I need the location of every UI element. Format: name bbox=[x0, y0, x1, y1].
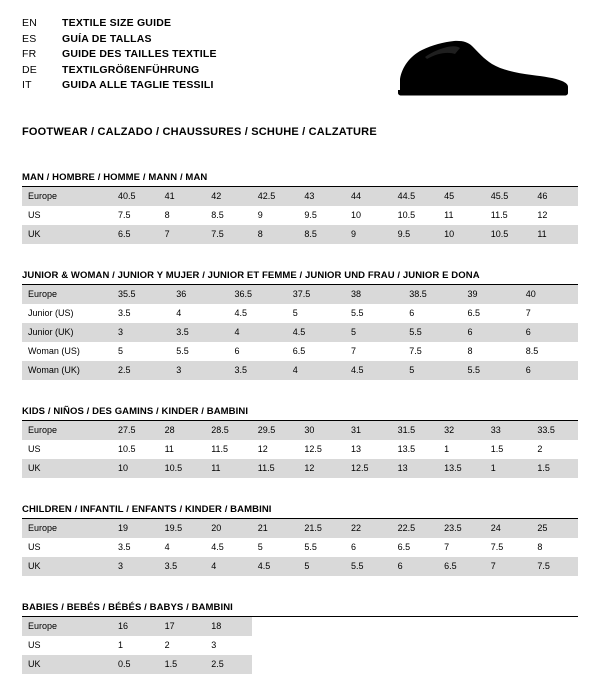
language-title: TEXTILGRÖßENFÜHRUNG bbox=[62, 63, 200, 76]
size-cell: 1.5 bbox=[490, 444, 504, 454]
size-cell: 10.5 bbox=[159, 459, 206, 478]
language-title: GUÍA DE TALLAS bbox=[62, 32, 152, 45]
size-cell: 11 bbox=[205, 459, 252, 478]
size-cell-empty bbox=[345, 655, 392, 674]
group-junior-woman bbox=[22, 270, 578, 380]
row-label: US bbox=[28, 444, 41, 454]
size-cell: 1 bbox=[444, 444, 450, 454]
table-row bbox=[22, 655, 578, 674]
size-cell: 10 bbox=[112, 459, 159, 478]
group-title: JUNIOR & WOMAN / JUNIOR Y MUJER / JUNIOR ET FEMME / JUNIOR UND FRAU / JUNIOR E DONA bbox=[22, 270, 578, 285]
size-cell: 45.5 bbox=[485, 187, 532, 206]
size-cell: 5 bbox=[118, 346, 124, 356]
group-babies bbox=[22, 602, 578, 674]
size-cell: 10 bbox=[350, 210, 361, 220]
size-cell: 5 bbox=[257, 542, 263, 552]
size-cell: 8.5 bbox=[211, 210, 224, 220]
size-cell: 4.5 bbox=[252, 557, 299, 576]
size-cell: 11 bbox=[444, 210, 454, 220]
row-label: Junior (US) bbox=[28, 308, 74, 318]
size-cell: 30 bbox=[298, 421, 345, 440]
size-cell: 42.5 bbox=[252, 187, 299, 206]
size-cell: 36 bbox=[170, 285, 228, 304]
language-title-list bbox=[22, 16, 217, 94]
size-cell: 44 bbox=[345, 187, 392, 206]
size-table-body bbox=[22, 421, 578, 478]
size-cell: 6.5 bbox=[397, 542, 411, 552]
size-cell: 9.5 bbox=[304, 210, 317, 220]
size-cell: 5 bbox=[403, 361, 461, 380]
row-label: Europe bbox=[22, 421, 112, 440]
size-table-kids bbox=[22, 421, 578, 478]
size-cell: 4 bbox=[164, 542, 170, 552]
size-cell: 3 bbox=[211, 640, 217, 650]
size-table-body bbox=[22, 617, 578, 674]
size-cell-empty bbox=[392, 636, 439, 655]
row-label: US bbox=[28, 542, 41, 552]
size-cell: 5.5 bbox=[351, 308, 364, 318]
size-cell: 7.5 bbox=[531, 557, 578, 576]
size-cell: 7.5 bbox=[490, 542, 504, 552]
size-cell: 11.5 bbox=[490, 210, 508, 220]
size-cell-empty bbox=[438, 617, 485, 636]
language-row bbox=[22, 32, 217, 48]
size-cell: 25 bbox=[531, 519, 578, 538]
page-title: FOOTWEAR / CALZADO / CHAUSSURES / SCHUHE / CALZATURE bbox=[22, 126, 377, 138]
size-table-man bbox=[22, 187, 578, 244]
size-cell-empty bbox=[485, 636, 532, 655]
size-cell: 4 bbox=[287, 361, 345, 380]
language-code: EN bbox=[22, 17, 37, 29]
size-cell-empty bbox=[485, 617, 532, 636]
size-cell-empty bbox=[298, 636, 345, 655]
size-cell-empty bbox=[252, 636, 299, 655]
size-cell: 3.5 bbox=[229, 361, 287, 380]
size-cell: 6 bbox=[392, 557, 439, 576]
size-cell: 4 bbox=[205, 557, 252, 576]
table-row bbox=[22, 225, 578, 244]
size-cell: 7 bbox=[525, 308, 531, 318]
size-cell: 10.5 bbox=[397, 210, 416, 220]
size-cell: 16 bbox=[112, 617, 159, 636]
size-cell: 6 bbox=[350, 542, 356, 552]
size-cell: 12 bbox=[537, 210, 548, 220]
group-kids bbox=[22, 406, 578, 478]
size-cell: 42 bbox=[205, 187, 252, 206]
table-row bbox=[22, 323, 578, 342]
size-table-babies bbox=[22, 617, 578, 674]
size-cell: 7 bbox=[159, 225, 206, 244]
size-cell: 21 bbox=[252, 519, 299, 538]
language-row bbox=[22, 16, 217, 32]
size-cell: 11.5 bbox=[211, 444, 229, 454]
size-cell: 29.5 bbox=[252, 421, 299, 440]
size-cell: 8 bbox=[164, 210, 170, 220]
table-row bbox=[22, 636, 578, 655]
table-row bbox=[22, 421, 578, 440]
row-label: Woman (UK) bbox=[22, 361, 112, 380]
size-cell: 12 bbox=[257, 444, 268, 454]
size-cell: 6 bbox=[234, 346, 240, 356]
size-cell: 3.5 bbox=[170, 323, 228, 342]
size-cell: 1.5 bbox=[531, 459, 578, 478]
language-title: GUIDA ALLE TAGLIE TESSILI bbox=[62, 79, 214, 91]
size-cell: 40.5 bbox=[112, 187, 159, 206]
size-cell: 18 bbox=[205, 617, 252, 636]
size-cell: 5.5 bbox=[304, 542, 317, 552]
size-cell: 41 bbox=[159, 187, 206, 206]
row-label: Woman (US) bbox=[28, 346, 80, 356]
size-cell: 13.5 bbox=[397, 444, 416, 454]
size-cell: 2.5 bbox=[112, 361, 170, 380]
size-cell: 9 bbox=[345, 225, 392, 244]
size-cell: 8 bbox=[537, 542, 543, 552]
row-label: Europe bbox=[22, 617, 112, 636]
size-cell: 38.5 bbox=[403, 285, 461, 304]
size-cell: 3.5 bbox=[159, 557, 206, 576]
size-cell: 3.5 bbox=[118, 308, 131, 318]
language-row bbox=[22, 63, 217, 79]
size-cell: 31.5 bbox=[392, 421, 439, 440]
size-cell: 4.5 bbox=[287, 323, 345, 342]
size-cell: 5.5 bbox=[345, 557, 392, 576]
size-cell: 8.5 bbox=[298, 225, 345, 244]
document-header bbox=[22, 16, 578, 108]
size-cell: 1.5 bbox=[159, 655, 206, 674]
size-cell: 20 bbox=[205, 519, 252, 538]
size-cell: 10.5 bbox=[118, 444, 136, 454]
size-cell: 6.5 bbox=[467, 308, 481, 318]
size-cell: 17 bbox=[159, 617, 206, 636]
language-code: DE bbox=[22, 63, 37, 76]
size-cell-empty bbox=[438, 655, 485, 674]
group-children bbox=[22, 504, 578, 576]
row-label: UK bbox=[22, 225, 112, 244]
size-cell: 33 bbox=[485, 421, 532, 440]
size-cell: 31 bbox=[345, 421, 392, 440]
row-label: UK bbox=[22, 557, 112, 576]
size-cell-empty bbox=[392, 617, 439, 636]
dress-shoe-icon bbox=[392, 32, 572, 98]
size-cell: 8 bbox=[252, 225, 299, 244]
table-row bbox=[22, 538, 578, 557]
size-cell: 7 bbox=[444, 542, 450, 552]
table-row bbox=[22, 361, 578, 380]
size-cell: 3 bbox=[170, 361, 228, 380]
size-cell: 12 bbox=[298, 459, 345, 478]
language-code: IT bbox=[22, 79, 32, 91]
size-cell: 5.5 bbox=[403, 323, 461, 342]
size-cell: 40 bbox=[520, 285, 578, 304]
size-cell: 11.5 bbox=[252, 459, 299, 478]
row-label: Junior (UK) bbox=[22, 323, 112, 342]
table-row bbox=[22, 187, 578, 206]
size-cell-empty bbox=[485, 655, 532, 674]
size-cell: 4.5 bbox=[211, 542, 224, 552]
size-cell: 4.5 bbox=[234, 308, 248, 318]
size-cell: 24 bbox=[485, 519, 532, 538]
size-cell: 5.5 bbox=[462, 361, 520, 380]
size-cell: 1 bbox=[118, 640, 124, 650]
size-cell: 23.5 bbox=[438, 519, 485, 538]
size-cell: 22 bbox=[345, 519, 392, 538]
size-cell: 7.5 bbox=[118, 210, 131, 220]
table-row bbox=[22, 557, 578, 576]
size-cell: 7.5 bbox=[205, 225, 252, 244]
size-cell: 3 bbox=[112, 557, 159, 576]
table-row bbox=[22, 304, 578, 323]
size-cell: 6.5 bbox=[292, 346, 306, 356]
size-cell: 2 bbox=[537, 444, 543, 454]
row-label: UK bbox=[22, 459, 112, 478]
size-cell: 39 bbox=[462, 285, 520, 304]
size-cell-empty bbox=[531, 655, 578, 674]
language-title: TEXTILE SIZE GUIDE bbox=[62, 17, 172, 29]
size-cell: 35.5 bbox=[112, 285, 170, 304]
group-title: MAN / HOMBRE / HOMME / MANN / MAN bbox=[22, 172, 578, 187]
size-cell: 45 bbox=[438, 187, 485, 206]
size-cell: 6 bbox=[520, 361, 578, 380]
size-cell: 13 bbox=[350, 444, 361, 454]
table-row bbox=[22, 519, 578, 538]
size-cell: 3 bbox=[112, 323, 170, 342]
row-label: US bbox=[28, 640, 41, 650]
size-cell: 6.5 bbox=[112, 225, 159, 244]
size-cell: 5 bbox=[345, 323, 403, 342]
size-cell-empty bbox=[531, 617, 578, 636]
group-title: BABIES / BEBÉS / BÉBÉS / BABYS / BAMBINI bbox=[22, 602, 578, 617]
size-cell: 4.5 bbox=[345, 361, 403, 380]
row-label: Europe bbox=[22, 285, 112, 304]
size-cell: 44.5 bbox=[392, 187, 439, 206]
size-cell: 8.5 bbox=[525, 346, 539, 356]
size-cell: 2.5 bbox=[205, 655, 252, 674]
size-cell: 5 bbox=[298, 557, 345, 576]
size-cell: 12.5 bbox=[345, 459, 392, 478]
size-cell-empty bbox=[531, 636, 578, 655]
table-row bbox=[22, 342, 578, 361]
size-cell-empty bbox=[252, 655, 299, 674]
table-row bbox=[22, 459, 578, 478]
size-cell: 9.5 bbox=[392, 225, 439, 244]
size-cell: 4 bbox=[229, 323, 287, 342]
size-cell: 9 bbox=[257, 210, 263, 220]
size-cell: 19 bbox=[112, 519, 159, 538]
row-label: Europe bbox=[22, 519, 112, 538]
size-table-junior-woman bbox=[22, 285, 578, 380]
size-cell: 7.5 bbox=[409, 346, 422, 356]
size-table-body bbox=[22, 187, 578, 244]
size-cell: 32 bbox=[438, 421, 485, 440]
table-row bbox=[22, 285, 578, 304]
size-table-children bbox=[22, 519, 578, 576]
size-cell: 0.5 bbox=[112, 655, 159, 674]
language-code: FR bbox=[22, 48, 37, 60]
size-cell: 38 bbox=[345, 285, 403, 304]
group-man bbox=[22, 172, 578, 244]
size-table-body bbox=[22, 519, 578, 576]
size-cell: 28 bbox=[159, 421, 206, 440]
size-cell: 7 bbox=[351, 346, 357, 356]
size-table-body bbox=[22, 285, 578, 380]
size-cell-empty bbox=[298, 617, 345, 636]
table-row bbox=[22, 206, 578, 225]
size-cell: 6 bbox=[462, 323, 520, 342]
group-title: CHILDREN / INFANTIL / ENFANTS / KINDER / BAMBINI bbox=[22, 504, 578, 519]
size-cell: 19.5 bbox=[159, 519, 206, 538]
size-cell: 12.5 bbox=[304, 444, 322, 454]
size-cell: 43 bbox=[298, 187, 345, 206]
language-row bbox=[22, 47, 217, 63]
size-cell: 27.5 bbox=[112, 421, 159, 440]
size-cell-empty bbox=[438, 636, 485, 655]
size-cell: 21.5 bbox=[298, 519, 345, 538]
size-cell: 13 bbox=[392, 459, 439, 478]
size-cell: 11 bbox=[164, 444, 174, 454]
size-cell: 6 bbox=[409, 308, 415, 318]
size-cell: 6.5 bbox=[438, 557, 485, 576]
size-cell: 10.5 bbox=[485, 225, 532, 244]
row-label: Europe bbox=[22, 187, 112, 206]
table-row bbox=[22, 617, 578, 636]
size-cell: 6 bbox=[520, 323, 578, 342]
language-row bbox=[22, 78, 217, 94]
size-cell: 5 bbox=[292, 308, 298, 318]
group-title: KIDS / NIÑOS / DES GAMINS / KINDER / BAMBINI bbox=[22, 406, 578, 421]
size-cell: 37.5 bbox=[287, 285, 345, 304]
size-cell-empty bbox=[345, 617, 392, 636]
size-cell-empty bbox=[298, 655, 345, 674]
size-cell: 4 bbox=[176, 308, 182, 318]
language-code: ES bbox=[22, 32, 37, 45]
size-cell: 22.5 bbox=[392, 519, 439, 538]
size-cell: 5.5 bbox=[176, 346, 189, 356]
row-label: US bbox=[28, 210, 41, 220]
language-title: GUIDE DES TAILLES TEXTILE bbox=[62, 48, 217, 60]
size-cell-empty bbox=[392, 655, 439, 674]
size-cell: 7 bbox=[485, 557, 532, 576]
size-cell: 13.5 bbox=[438, 459, 485, 478]
size-cell: 11 bbox=[531, 225, 578, 244]
size-cell: 33.5 bbox=[531, 421, 578, 440]
size-cell: 28.5 bbox=[205, 421, 252, 440]
size-cell-empty bbox=[252, 617, 299, 636]
size-cell: 3.5 bbox=[118, 542, 131, 552]
size-cell: 8 bbox=[467, 346, 473, 356]
size-cell-empty bbox=[345, 636, 392, 655]
table-row bbox=[22, 440, 578, 459]
size-cell: 46 bbox=[531, 187, 578, 206]
size-cell: 2 bbox=[164, 640, 170, 650]
size-cell: 10 bbox=[438, 225, 485, 244]
language-title-list-body bbox=[22, 16, 217, 94]
row-label: UK bbox=[22, 655, 112, 674]
size-cell: 36.5 bbox=[229, 285, 287, 304]
size-cell: 1 bbox=[485, 459, 532, 478]
